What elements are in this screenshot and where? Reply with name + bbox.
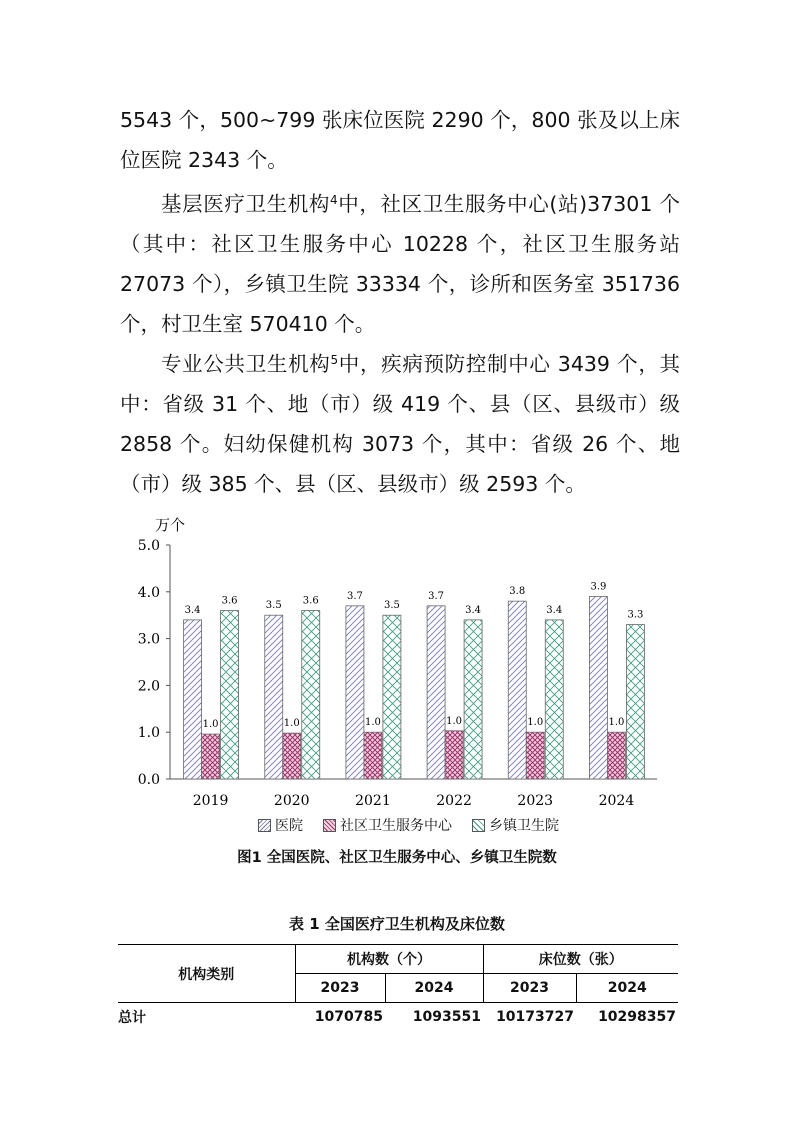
table-cell: 1070785 (314, 1009, 383, 1025)
bar-community (364, 732, 382, 779)
paragraph-hospital-beds: 5543 个，500~799 张床位医院 2290 个，800 张及以上床位医院 2343 个。 (120, 108, 680, 172)
x-tick-label: 2020 (273, 793, 310, 809)
y-tick-label: 4.0 (137, 584, 160, 601)
x-tick-label: 2021 (355, 793, 391, 809)
legend-item-township (472, 815, 559, 835)
bar-value-label: 1.0 (283, 718, 300, 730)
table-header-year: 2023 (295, 974, 385, 1003)
bar-township (383, 615, 401, 779)
bar-hospital (184, 620, 202, 779)
bar-value-label: 1.0 (527, 717, 544, 729)
y-tick-label: 1.0 (137, 725, 160, 742)
bar-community (445, 731, 463, 779)
footnote-ref-5: 5 (330, 353, 339, 367)
bar-value-label: 3.7 (346, 590, 363, 602)
bar-community (607, 732, 625, 779)
p2-text-before: 基层医疗卫生机构 (161, 192, 330, 216)
bar-hospital (508, 601, 526, 779)
bar-hospital (427, 606, 445, 779)
bar-community (283, 733, 301, 779)
footnote-ref-4: 4 (329, 193, 338, 207)
x-tick-label: 2024 (598, 793, 635, 809)
x-tick-label: 2019 (192, 793, 229, 809)
table-row-label: 总计 (118, 1010, 146, 1026)
figure-caption: 图1 全国医院、社区卫生服务中心、乡镇卫生院数 (237, 850, 557, 866)
table-header-category: 机构类别 (118, 945, 295, 1003)
legend-swatch-hospital (258, 819, 271, 832)
bar-value-label: 3.8 (509, 586, 526, 598)
institutions-beds-table (118, 944, 678, 1031)
y-axis-unit-label: 万个 (155, 516, 186, 534)
table-caption: 表 1 全国医疗卫生机构及床位数 (289, 915, 505, 933)
x-tick-label: 2023 (517, 793, 554, 809)
bar-community (202, 734, 220, 779)
bar-community (526, 732, 544, 779)
p3-text-after: 中，疾病预防控制中心 3439 个，其中：省级 31 个、地（市）级 419 个、县（区、县级市）级 2858 个。妇幼保健机构 3073 个，其中：省级 26 个、地（市）级 385 个、县（区、县级市）级 2593 个。 (120, 352, 681, 496)
bar-value-label: 3.4 (465, 604, 482, 616)
bar-value-label: 1.0 (364, 717, 381, 729)
paragraph-primary-care (120, 180, 680, 344)
bar-township (545, 620, 563, 779)
table-cell: 1093551 (412, 1009, 481, 1025)
p3-text-before: 专业公共卫生机构 (161, 352, 331, 376)
chart-legend (258, 815, 559, 835)
bar-value-label: 3.4 (184, 604, 201, 616)
legend-item-hospital (258, 815, 303, 835)
table-cell: 10298357 (598, 1009, 676, 1025)
bar-township (221, 611, 239, 779)
table-header-bed-count: 床位数（张） (483, 945, 678, 974)
p2-text-after: 中，社区卫生服务中心(站)37301 个（其中：社区卫生服务中心 10228 个，社区卫生服务站 27073 个），乡镇卫生院 33334 个，诊所和医务室 351736 个，村卫生室 570410 个。 (120, 192, 681, 336)
bar-hospital (589, 596, 607, 779)
legend-label-hospital: 医院 (275, 818, 303, 834)
legend-swatch-township (472, 819, 485, 832)
bar-value-label: 1.0 (202, 719, 219, 731)
table-header-year: 2023 (483, 974, 576, 1003)
table-header-year: 2024 (385, 974, 483, 1003)
bar-township (464, 620, 482, 779)
legend-label-community: 社区卫生服务中心 (340, 818, 452, 834)
bar-value-label: 3.6 (221, 595, 238, 607)
bar-value-label: 3.9 (590, 581, 607, 593)
table-header-institution-count: 机构数（个） (295, 945, 483, 974)
y-tick-label: 5.0 (137, 538, 160, 554)
y-tick-label: 0.0 (137, 772, 160, 788)
paragraph-public-health (120, 340, 680, 504)
bar-hospital (265, 615, 283, 779)
bar-township (302, 611, 320, 779)
bar-value-label: 1.0 (446, 715, 463, 727)
legend-label-township: 乡镇卫生院 (489, 818, 559, 834)
y-tick-label: 3.0 (137, 631, 160, 648)
bar-value-label: 3.5 (383, 600, 400, 612)
bar-value-label: 3.5 (265, 600, 282, 612)
legend-item-community (323, 815, 452, 835)
bar-value-label: 3.4 (546, 604, 563, 616)
table-header-row-1 (118, 945, 678, 974)
institutions-bar-chart (100, 510, 690, 810)
bar-value-label: 3.7 (428, 590, 445, 602)
table-cell: 10173727 (496, 1009, 574, 1025)
legend-swatch-community (323, 819, 336, 832)
bar-value-label: 3.3 (627, 609, 644, 621)
bar-township (626, 625, 644, 779)
bar-value-label: 3.6 (302, 595, 319, 607)
y-tick-label: 2.0 (137, 678, 160, 695)
table-header-year: 2024 (576, 974, 678, 1003)
bar-hospital (346, 606, 364, 779)
x-tick-label: 2022 (436, 793, 472, 809)
bar-value-label: 1.0 (608, 717, 625, 729)
table-row (118, 1003, 678, 1032)
